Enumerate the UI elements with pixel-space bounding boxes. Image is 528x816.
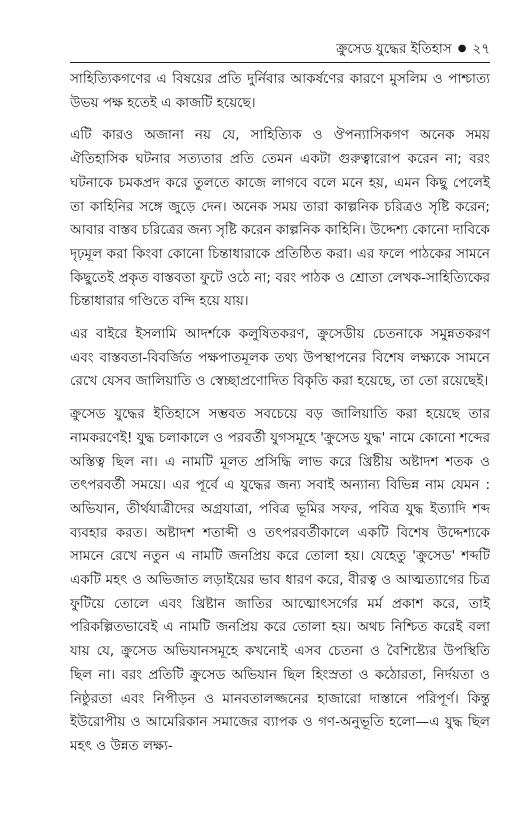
page-number: ২৭ <box>472 41 490 57</box>
paragraph: এর বাইরে ইসলামি আদর্শকে কলুষিতকরণ, ক্রুসেডীয় চেতনাকে সমুন্নতকরণ এবং বাস্তবতা-বিবর্জিত পক্ষপাতমূলক তথ্য উপস্থাপনের বিশেষ লক্ষ্যকে সামনে রেখে যেসব জালিয়াতি ও স্বেচ্ছাপ্রণোদিত বিকৃতি করা হয়েছে, তা তো রয়েছেই। <box>70 326 490 390</box>
running-header-title: ক্রুসেড যুদ্ধের ইতিহাস <box>336 41 452 57</box>
paragraph: এটি কারও অজানা নয় যে, সাহিত্যিক ও ঔপন্যাসিকগণ অনেক সময় ঐতিহাসিক ঘটনার সত্যতার প্রতি তেমন একটা গুরুত্বারোপ করেন না; বরং ঘটনাকে চমকপ্রদ করে তুলতে কাজে লাগবে বলে মনে হয়, এমন কিছু পেলেই তা কাহিনির সঙ্গে জুড়ে দেন। অনেক সময় তারা কাল্পনিক চরিত্রও সৃষ্টি করেন; আবার বাস্তব চরিত্রের জন্য সৃষ্টি করেন কাল্পনিক কাহিনি। উদ্দেশ্য কোনো দাবিকে দৃঢ়মূল করা কিংবা কোনো চিন্তাধারাকে প্রতিষ্ঠিত করা। এর ফলে পাঠকের সামনে কিছুতেই প্রকৃত বাস্তবতা ফুটে ওঠে না; বরং পাঠক ও শ্রোতা লেখক-সাহিত্যিকের চিন্তাধারার গণ্ডিতে বন্দি হয়ে যায়। <box>70 127 490 310</box>
running-header <box>70 40 490 58</box>
paragraph: ক্রুসেড যুদ্ধের ইতিহাসে সম্ভবত সবচেয়ে বড় জালিয়াতি করা হয়েছে তার নামকরণেই! যুদ্ধ চলাকালে ও পরবর্তী যুগসমূহে 'ক্রুসেড যুদ্ধ' নামে কোনো শব্দের অস্তিত্ব ছিল না। এ নামটি মূলত প্রসিদ্ধি লাভ করে খ্রিষ্টীয় অষ্টাদশ শতক ও তৎপরবর্তী সময়ে। এর পূর্বে এ যুদ্ধের জন্য সবাই অন্যান্য বিভিন্ন নাম যেমন : অভিযান, তীর্থযাত্রীদের অগ্রযাত্রা, পবিত্র ভূমির সফর, পবিত্র যুদ্ধ ইত্যাদি শব্দ ব্যবহার করত। অষ্টাদশ শতাব্দী ও তৎপরবর্তীকালে একটি বিশেষ উদ্দেশ্যকে সামনে রেখে নতুন এ নামটি জনপ্রিয় করে তোলা হয়। যেহেতু 'ক্রুসেড' শব্দটি একটি মহৎ ও অভিজাত লড়াইয়ের ভাব ধারণ করে, বীরত্ব ও আত্মত্যাগের চিত্র ফুটিয়ে তোলে এবং খ্রিষ্টান জাতির আত্মোৎসর্গের মর্ম প্রকাশ করে, তাই পরিকল্পিতভাবেই এ নামটি জনপ্রিয় করে তোলা হয়। অথচ নিশ্চিত করেই বলা যায় যে, ক্রুসেড অভিযানসমূহে কখনোই এসব চেতনা ও বৈশিষ্ট্যের উপস্থিতি ছিল না। বরং প্রতিটি ক্রুসেড অভিযান ছিল হিংস্রতা ও কঠোরতা, নির্দয়তা ও নিষ্ঠুরতা এবং নিপীড়ন ও মানবতালজ্জনের হাজারো দাস্তানে পরিপূর্ণ। কিন্তু ইউরোপীয় ও আমেরিকান সমাজের ব্যাপক ও গণ-অনুভূতি হলো—এ যুদ্ধ ছিল মহৎ ও উন্নত লক্ষ্য- <box>70 406 490 754</box>
bullet-separator: ● <box>457 43 467 54</box>
body-text <box>70 68 490 768</box>
paragraph: সাহিত্যিকগণের এ বিষয়ের প্রতি দুর্নিবার আকর্ষণের কারণে মুসলিম ও পাশ্চাত্য উভয় পক্ষ হতেই এ কাজটি হয়েছে। <box>70 71 490 111</box>
header-rule <box>70 62 490 63</box>
